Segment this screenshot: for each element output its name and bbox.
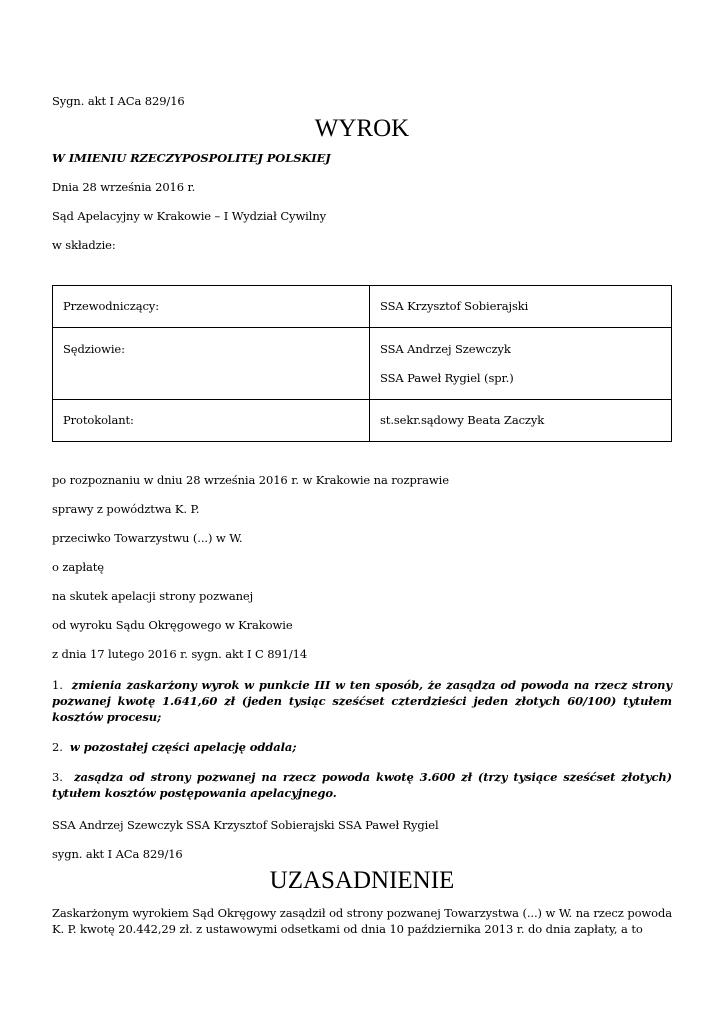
judge-name: SSA Paweł Rygiel (spr.) <box>380 371 514 385</box>
presiding-judge-name: SSA Krzysztof Sobierajski <box>380 299 529 313</box>
clerk-name: st.sekr.sądowy Beata Zaczyk <box>380 413 545 427</box>
ruling-number: 1. <box>52 678 63 692</box>
table-row <box>53 328 672 400</box>
document-subtitle: W IMIENIU RZECZYPOSPOLITEJ POLSKIEJ <box>52 151 331 165</box>
ruling-item <box>52 739 672 755</box>
proceedings-line: po rozpoznaniu w dniu 28 września 2016 r. w Krakowie na rozprawie <box>52 473 449 487</box>
table-row <box>53 286 672 328</box>
proceedings-line: przeciwko Towarzystwu (...) w W. <box>52 531 243 545</box>
proceedings-line: na skutek apelacji strony pozwanej <box>52 589 254 603</box>
presiding-judge-label: Przewodniczący: <box>63 299 159 313</box>
proceedings-line: od wyroku Sądu Okręgowego w Krakowie <box>52 618 293 632</box>
judgment-document <box>52 0 672 1024</box>
judge-name: SSA Andrzej Szewczyk <box>380 342 511 356</box>
table-row <box>53 400 672 442</box>
document-title: WYROK <box>314 115 410 142</box>
proceedings-line: o zapłatę <box>52 560 104 574</box>
case-signature: Sygn. akt I ACa 829/16 <box>52 94 185 108</box>
table-cell-value <box>370 328 672 400</box>
proceedings-line: sprawy z powództwa K. P. <box>52 502 200 516</box>
judges-label: Sędziowie: <box>63 342 125 356</box>
ruling-item <box>52 677 672 725</box>
judgment-date: Dnia 28 września 2016 r. <box>52 180 196 194</box>
table-cell-label <box>53 328 370 400</box>
table-cell-label <box>53 286 370 328</box>
court-composition-table <box>52 285 672 442</box>
proceedings-line: z dnia 17 lutego 2016 r. sygn. akt I C 891/14 <box>52 647 308 661</box>
clerk-label: Protokolant: <box>63 413 134 427</box>
judges-signatures: SSA Andrzej Szewczyk SSA Krzysztof Sobierajski SSA Paweł Rygiel <box>52 818 439 832</box>
ruling-number: 3. <box>52 770 63 784</box>
ruling-text: zmienia zaskarżony wyrok w punkcie III w ten sposób, że zasądza od powoda na rzecz strony pozwanej kwotę 1.641,60 zł (jeden tysiąc sześćset czterdzieści jeden złotych 60/100) tytułem kosztów procesu; <box>52 678 672 724</box>
ruling-text: w pozostałej części apelację oddala; <box>69 740 297 754</box>
table-cell-label <box>53 400 370 442</box>
ruling-item <box>52 769 672 801</box>
table-cell-value <box>370 400 672 442</box>
justification-title: UZASADNIENIE <box>269 867 455 894</box>
ruling-text: zasądza od strony pozwanej na rzecz powoda kwotę 3.600 zł (trzy tysiące sześćset złotych) tytułem kosztów postępowania apelacyjnego. <box>52 770 672 800</box>
court-name: Sąd Apelacyjny w Krakowie – I Wydział Cywilny <box>52 209 327 223</box>
justification-paragraph: Zaskarżonym wyrokiem Sąd Okręgowy zasądził od strony pozwanej Towarzystwa (...) w W. na rzecz powoda K. P. kwotę 20.442,29 zł. z ustawowymi odsetkami od dnia 10 października 2013 r. do dnia zapłaty, a to <box>52 906 672 936</box>
justification-case-signature: sygn. akt I ACa 829/16 <box>52 847 183 861</box>
ruling-number: 2. <box>52 740 63 754</box>
composition-intro: w składzie: <box>52 238 116 252</box>
table-cell-value <box>370 286 672 328</box>
